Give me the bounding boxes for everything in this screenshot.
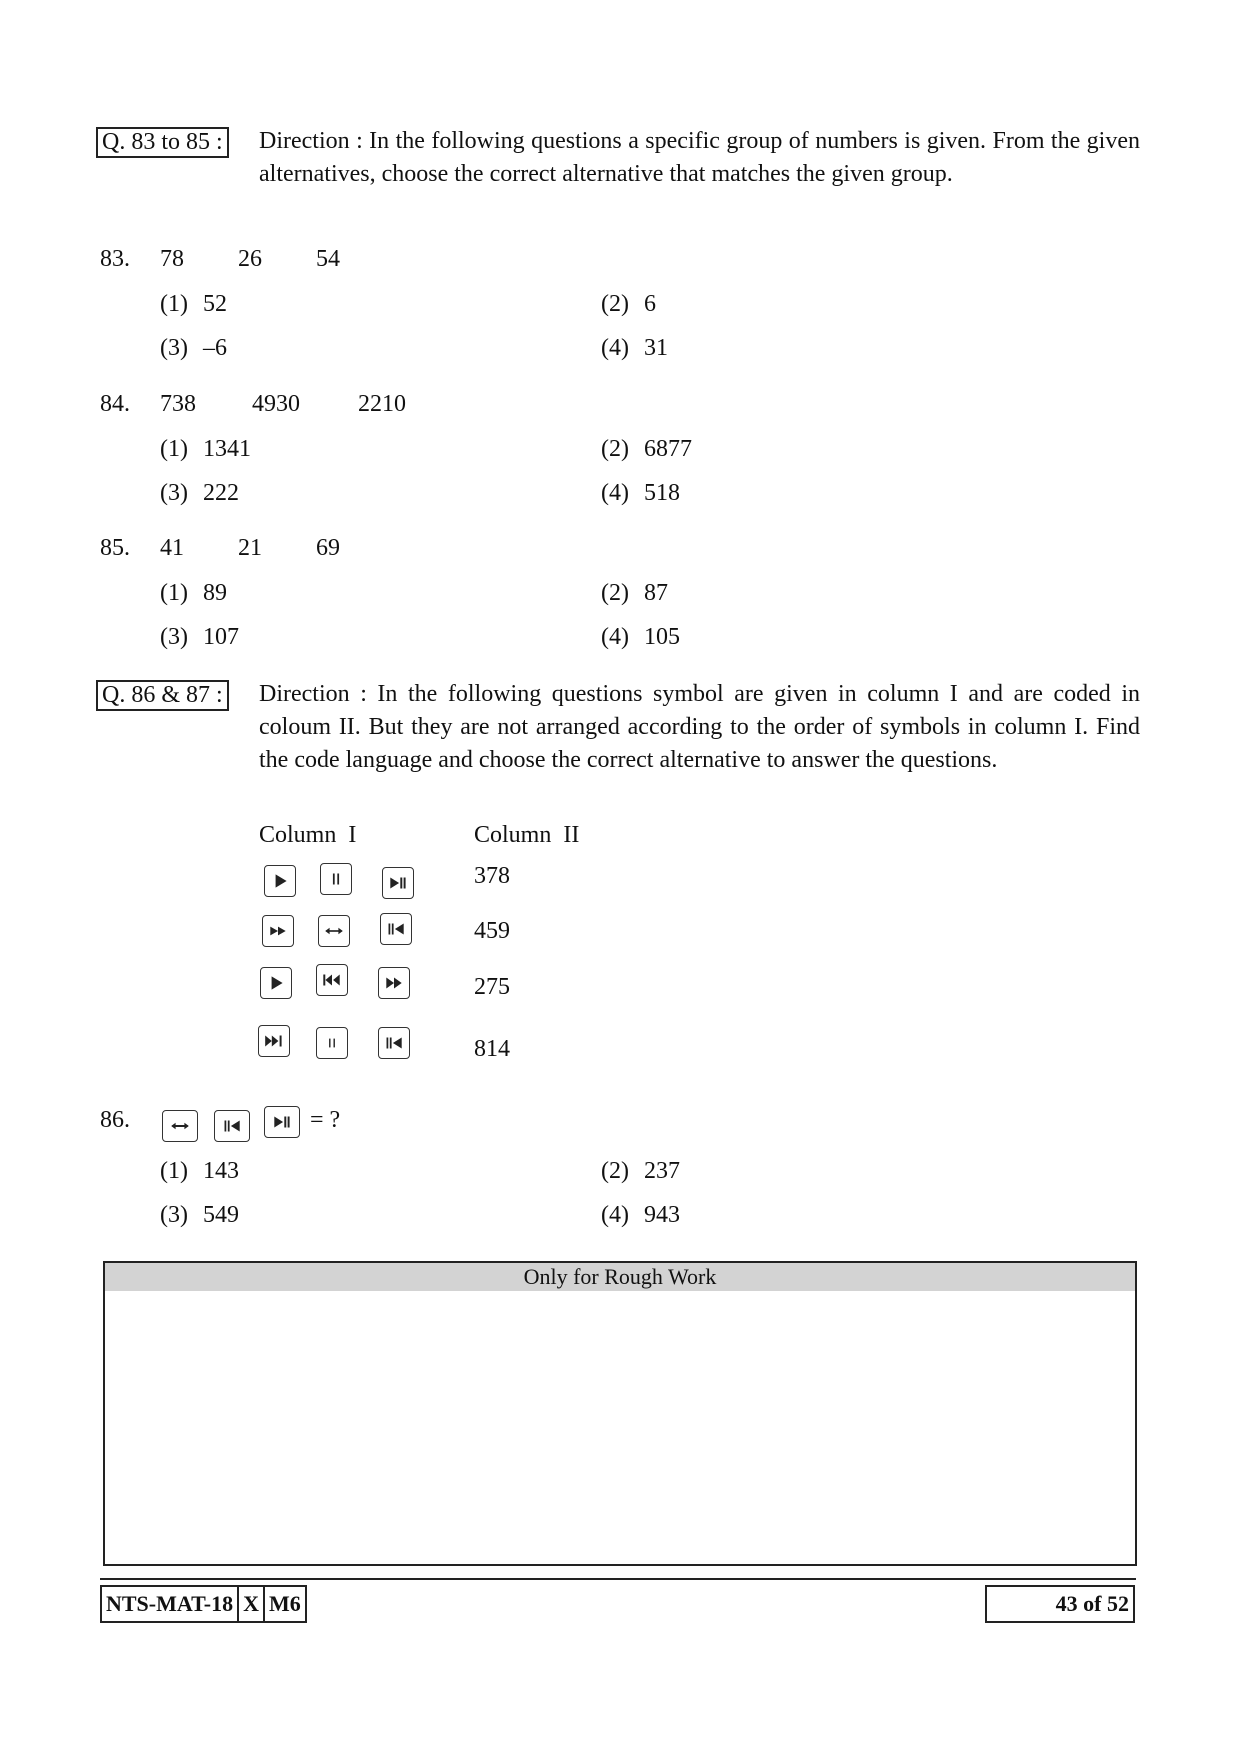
code-value: 814 [474, 1036, 510, 1062]
option-2[interactable]: (2) 87 [601, 580, 668, 606]
footer-divider [100, 1578, 1136, 1580]
option-3[interactable]: (3) 549 [160, 1202, 239, 1228]
class-code: X [239, 1587, 265, 1621]
rough-work-box [103, 1261, 1137, 1566]
play-pause-icon [382, 867, 414, 899]
code-value: 459 [474, 918, 510, 944]
direction-text: Direction : In the following questions symbol are given in column I and are coded in coloum II. But they are not arranged according to the order of symbols in column I. Find the code language and choose the correct alternative to answer the questions. [259, 681, 1140, 773]
question-number: 83. [100, 246, 130, 272]
page-number: 43 of 52 [1055, 1591, 1129, 1616]
question-number: 84. [100, 391, 130, 417]
number-value: 738 [160, 391, 196, 417]
option-2[interactable]: (2) 6877 [601, 436, 692, 462]
question-number: 85. [100, 535, 130, 561]
skip-forward-icon [258, 1025, 290, 1057]
option-4[interactable]: (4) 518 [601, 480, 680, 506]
rough-work-label: Only for Rough Work [105, 1263, 1135, 1291]
page-number-box [985, 1585, 1135, 1623]
question-range-tag: Q. 86 & 87 : [96, 680, 229, 711]
play-icon [264, 865, 296, 897]
option-2[interactable]: (2) 237 [601, 1158, 680, 1184]
number-value: 78 [160, 246, 184, 272]
pause-back-icon [380, 913, 412, 945]
pause-icon [316, 1027, 348, 1059]
number-group [160, 391, 406, 418]
fast-forward-icon [378, 967, 410, 999]
option-3[interactable]: (3) –6 [160, 335, 227, 361]
number-value: 4930 [252, 391, 300, 417]
code-value: 378 [474, 863, 510, 889]
equals-question: = ? [310, 1107, 341, 1133]
option-4[interactable]: (4) 105 [601, 624, 680, 650]
question-number: 86. [100, 1107, 130, 1133]
option-4[interactable]: (4) 31 [601, 335, 668, 361]
number-value: 26 [238, 246, 262, 272]
column-1-heading: Column I [259, 822, 357, 848]
play-pause-icon [264, 1106, 300, 1138]
code-value: 275 [474, 974, 510, 1000]
question-range-tag: Q. 83 to 85 : [96, 127, 229, 158]
number-value: 54 [316, 246, 340, 272]
paper-code-box [100, 1585, 307, 1623]
number-group [160, 535, 340, 562]
number-group [160, 246, 340, 273]
play-icon [260, 967, 292, 999]
column-2-heading: Column II [474, 822, 580, 848]
paper-code: NTS-MAT-18 [102, 1587, 239, 1621]
number-value: 2210 [358, 391, 406, 417]
pause-icon [320, 863, 352, 895]
number-value: 21 [238, 535, 262, 561]
number-value: 41 [160, 535, 184, 561]
option-1[interactable]: (1) 52 [160, 291, 227, 317]
double-arrow-icon [162, 1110, 198, 1142]
skip-back-bar-icon [378, 1027, 410, 1059]
double-arrow-icon [318, 915, 350, 947]
option-2[interactable]: (2) 6 [601, 291, 656, 317]
skip-back-icon [316, 964, 348, 996]
option-1[interactable]: (1) 143 [160, 1158, 239, 1184]
option-3[interactable]: (3) 222 [160, 480, 239, 506]
option-1[interactable]: (1) 89 [160, 580, 227, 606]
number-value: 69 [316, 535, 340, 561]
option-4[interactable]: (4) 943 [601, 1202, 680, 1228]
option-3[interactable]: (3) 107 [160, 624, 239, 650]
fast-forward-icon [262, 915, 294, 947]
pause-back-icon [214, 1110, 250, 1142]
direction-text: Direction : In the following questions a specific group of numbers is given. From the given alternatives, choose the correct alternative that matches the given group. [259, 128, 1140, 187]
option-1[interactable]: (1) 1341 [160, 436, 251, 462]
set-code: M6 [269, 1591, 301, 1616]
